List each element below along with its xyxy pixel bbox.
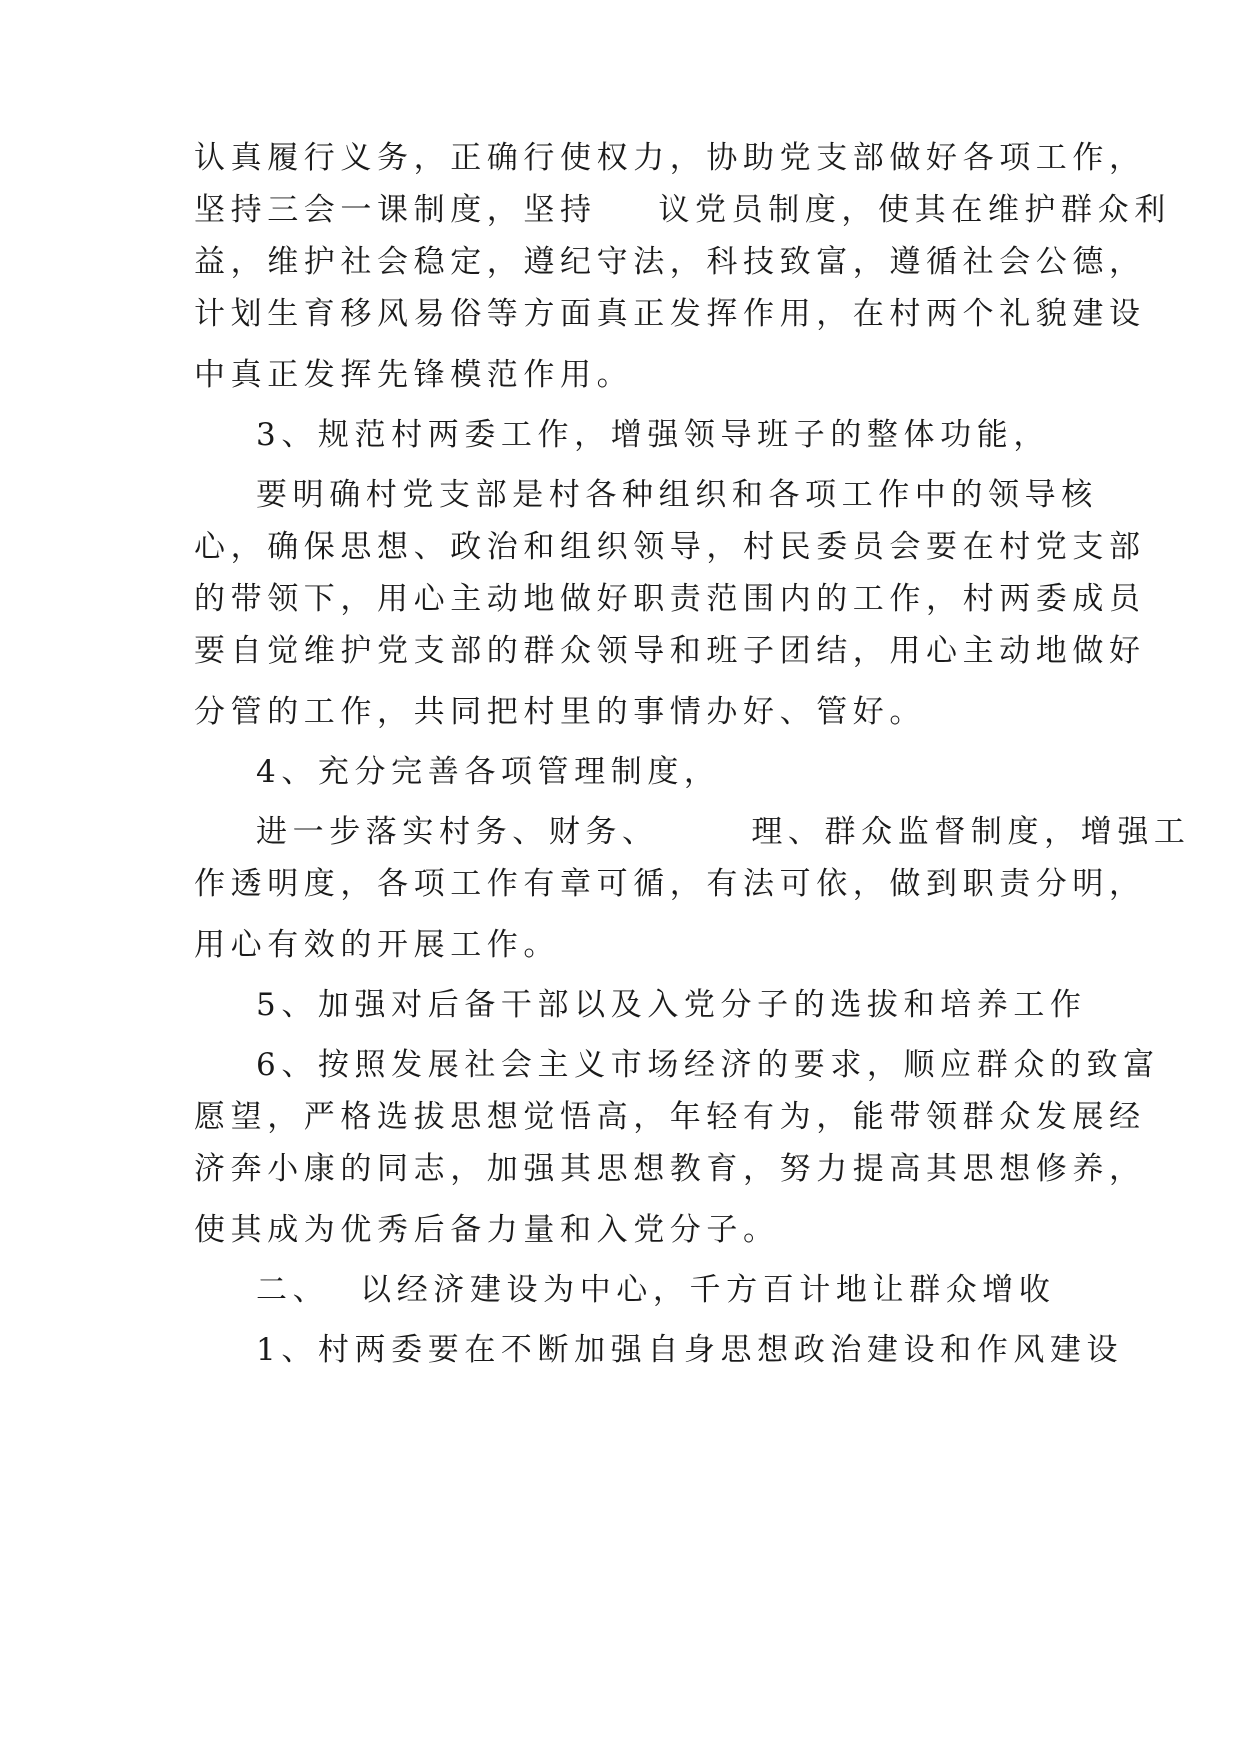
section-heading-6: 6、按照发展社会主义市场经济的要求，顺应群众的致富	[256, 1047, 1160, 1083]
section-heading-3: 3、规范村两委工作，增强领导班子的整体功能，	[256, 417, 1050, 453]
section-heading-5: 5、加强对后备干部以及入党分子的选拔和培养工作	[256, 987, 1087, 1023]
text-line: 用心有效的开展工作。	[194, 927, 560, 963]
text-line: 分管的工作，共同把村里的事情办好、管好。	[194, 694, 926, 730]
text-line: 使其成为优秀后备力量和入党分子。	[194, 1212, 780, 1248]
text-line: 计划生育移风易俗等方面真正发挥作用，在村两个礼貌建设	[194, 296, 1146, 332]
text-line: 作透明度，各项工作有章可循，有法可依，做到职责分明，	[194, 866, 1146, 902]
section-heading-two: 二、 以经济建设为中心，千方百计地让群众增收	[256, 1272, 1056, 1308]
text-line: 要自觉维护党支部的群众领导和班子团结，用心主动地做好	[194, 633, 1146, 669]
text-line: 心，确保思想、政治和组织领导，村民委员会要在村党支部	[194, 529, 1146, 565]
section-heading-4: 4、充分完善各项管理制度，	[256, 754, 721, 790]
text-line: 的带领下，用心主动地做好职责范围内的工作，村两委成员	[194, 581, 1146, 617]
text-line: 中真正发挥先锋模范作用。	[194, 357, 634, 393]
text-line: 1、村两委要在不断加强自身思想政治建设和作风建设	[256, 1332, 1124, 1368]
text-line: 要明确村党支部是村各种组织和各项工作中的领导核	[256, 477, 1098, 513]
text-line: 认真履行义务，正确行使权力，协助党支部做好各项工作，	[194, 140, 1146, 176]
text-line: 济奔小康的同志，加强其思想教育，努力提高其思想修养，	[194, 1151, 1146, 1187]
text-line: 益，维护社会稳定，遵纪守法，科技致富，遵循社会公德，	[194, 244, 1146, 280]
text-line: 坚持三会一课制度，坚持 议党员制度，使其在维护群众利	[194, 192, 1171, 228]
text-line: 进一步落实村务、财务、 理、群众监督制度，增强工	[256, 814, 1191, 850]
text-line: 愿望，严格选拔思想觉悟高，年轻有为，能带领群众发展经	[194, 1099, 1146, 1135]
